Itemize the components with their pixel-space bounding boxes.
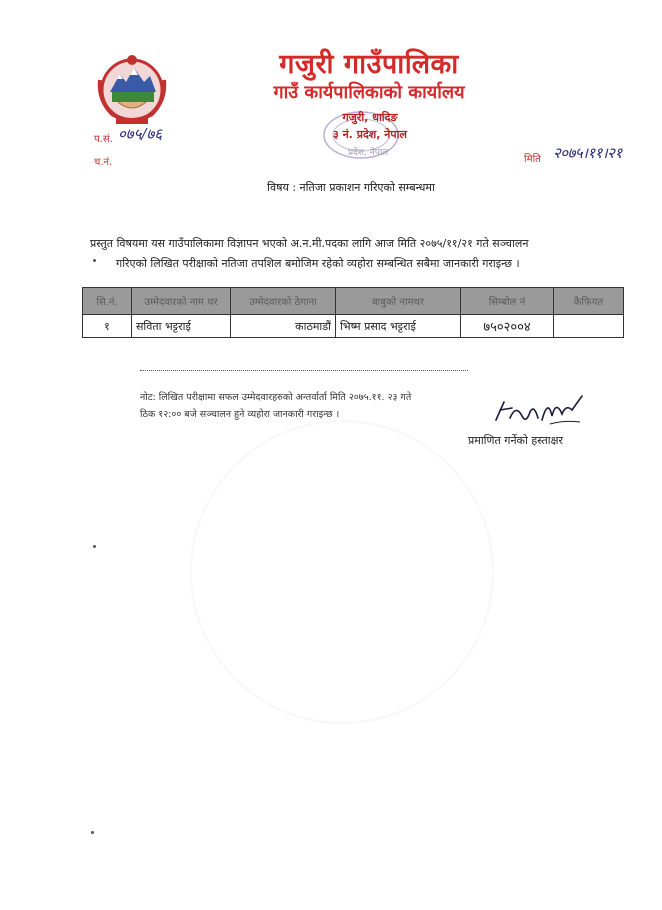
header-symbol-number: सिम्बोल नं	[461, 288, 554, 315]
note-line-2: ठिक १२:०० बजे सञ्चालन हुने व्यहोरा जानकारी गराइन्छ ।	[140, 409, 340, 420]
header-father-name: बाबुको नामथर	[336, 288, 461, 315]
office-name-heading: गाउँ कार्यपालिकाको कार्यालय	[273, 82, 465, 103]
note-paragraph	[140, 389, 470, 423]
reference-label: प.सं.	[94, 134, 113, 145]
reference-number: ०७५/७६	[118, 125, 163, 143]
note-line-1: नोट: लिखित परीक्षामा सफल उम्मेदवारहरुको अन्तर्वार्ता मिति २०७५.११. २३ गते	[140, 392, 412, 403]
table-header-row	[83, 288, 624, 315]
scan-speck	[93, 259, 96, 262]
org-name-heading: गजुरी गाउँपालिका	[279, 49, 459, 80]
header-serial: सि.नं.	[83, 288, 132, 315]
dispatch-number-label: च.नं.	[94, 157, 113, 168]
scan-speck	[91, 831, 94, 834]
address-line-1: गजुरी, धादिङ	[342, 111, 398, 124]
cell-serial: १	[83, 315, 132, 338]
header-candidate-name: उम्मेदवारको नाम थर	[132, 288, 231, 315]
background-watermark	[190, 420, 494, 724]
body-line-2: गरिएको लिखित परीक्षाको नतिजा तपशिल बमोजिम रहेको व्यहोरा सम्बन्धित सबैमा जानकारी गराइन्छ ।	[116, 257, 520, 270]
subject-line: विषय : नतिजा प्रकाशन गरिएको सम्बन्धमा	[267, 181, 435, 194]
cell-candidate-address: काठमाडौं	[231, 315, 336, 338]
signature-label: प्रमाणित गर्नेको हस्ताक्षर	[468, 434, 563, 447]
handwritten-signature	[490, 390, 590, 430]
stamp-text: प्रदेश, नेपाल	[348, 148, 389, 158]
body-line-1: प्रस्तुत विषयमा यस गाउँपालिकामा विज्ञापन भएको अ.न.मी.पदका लागि आज मिति २०७५/११/२१ गते सञ्चालन	[90, 237, 529, 250]
cell-symbol-number: ७५०२००४	[461, 315, 554, 338]
cell-remarks	[554, 315, 624, 338]
scan-speck	[93, 545, 96, 548]
address-line-2: ३ नं. प्रदेश, नेपाल	[333, 128, 407, 141]
results-table	[82, 287, 624, 338]
body-paragraph	[90, 234, 620, 274]
date-label: मिति	[524, 154, 541, 165]
cell-candidate-name: सविता भट्टराई	[132, 315, 231, 338]
cell-father-name: भिष्म प्रसाद भट्टराई	[336, 315, 461, 338]
table-row	[83, 315, 624, 338]
dotted-divider	[140, 370, 468, 371]
header-candidate-address: उम्मेदवारको ठेगाना	[231, 288, 336, 315]
header-remarks: कैफियत	[554, 288, 624, 315]
date-value: २०७५।११।२१	[553, 144, 622, 162]
